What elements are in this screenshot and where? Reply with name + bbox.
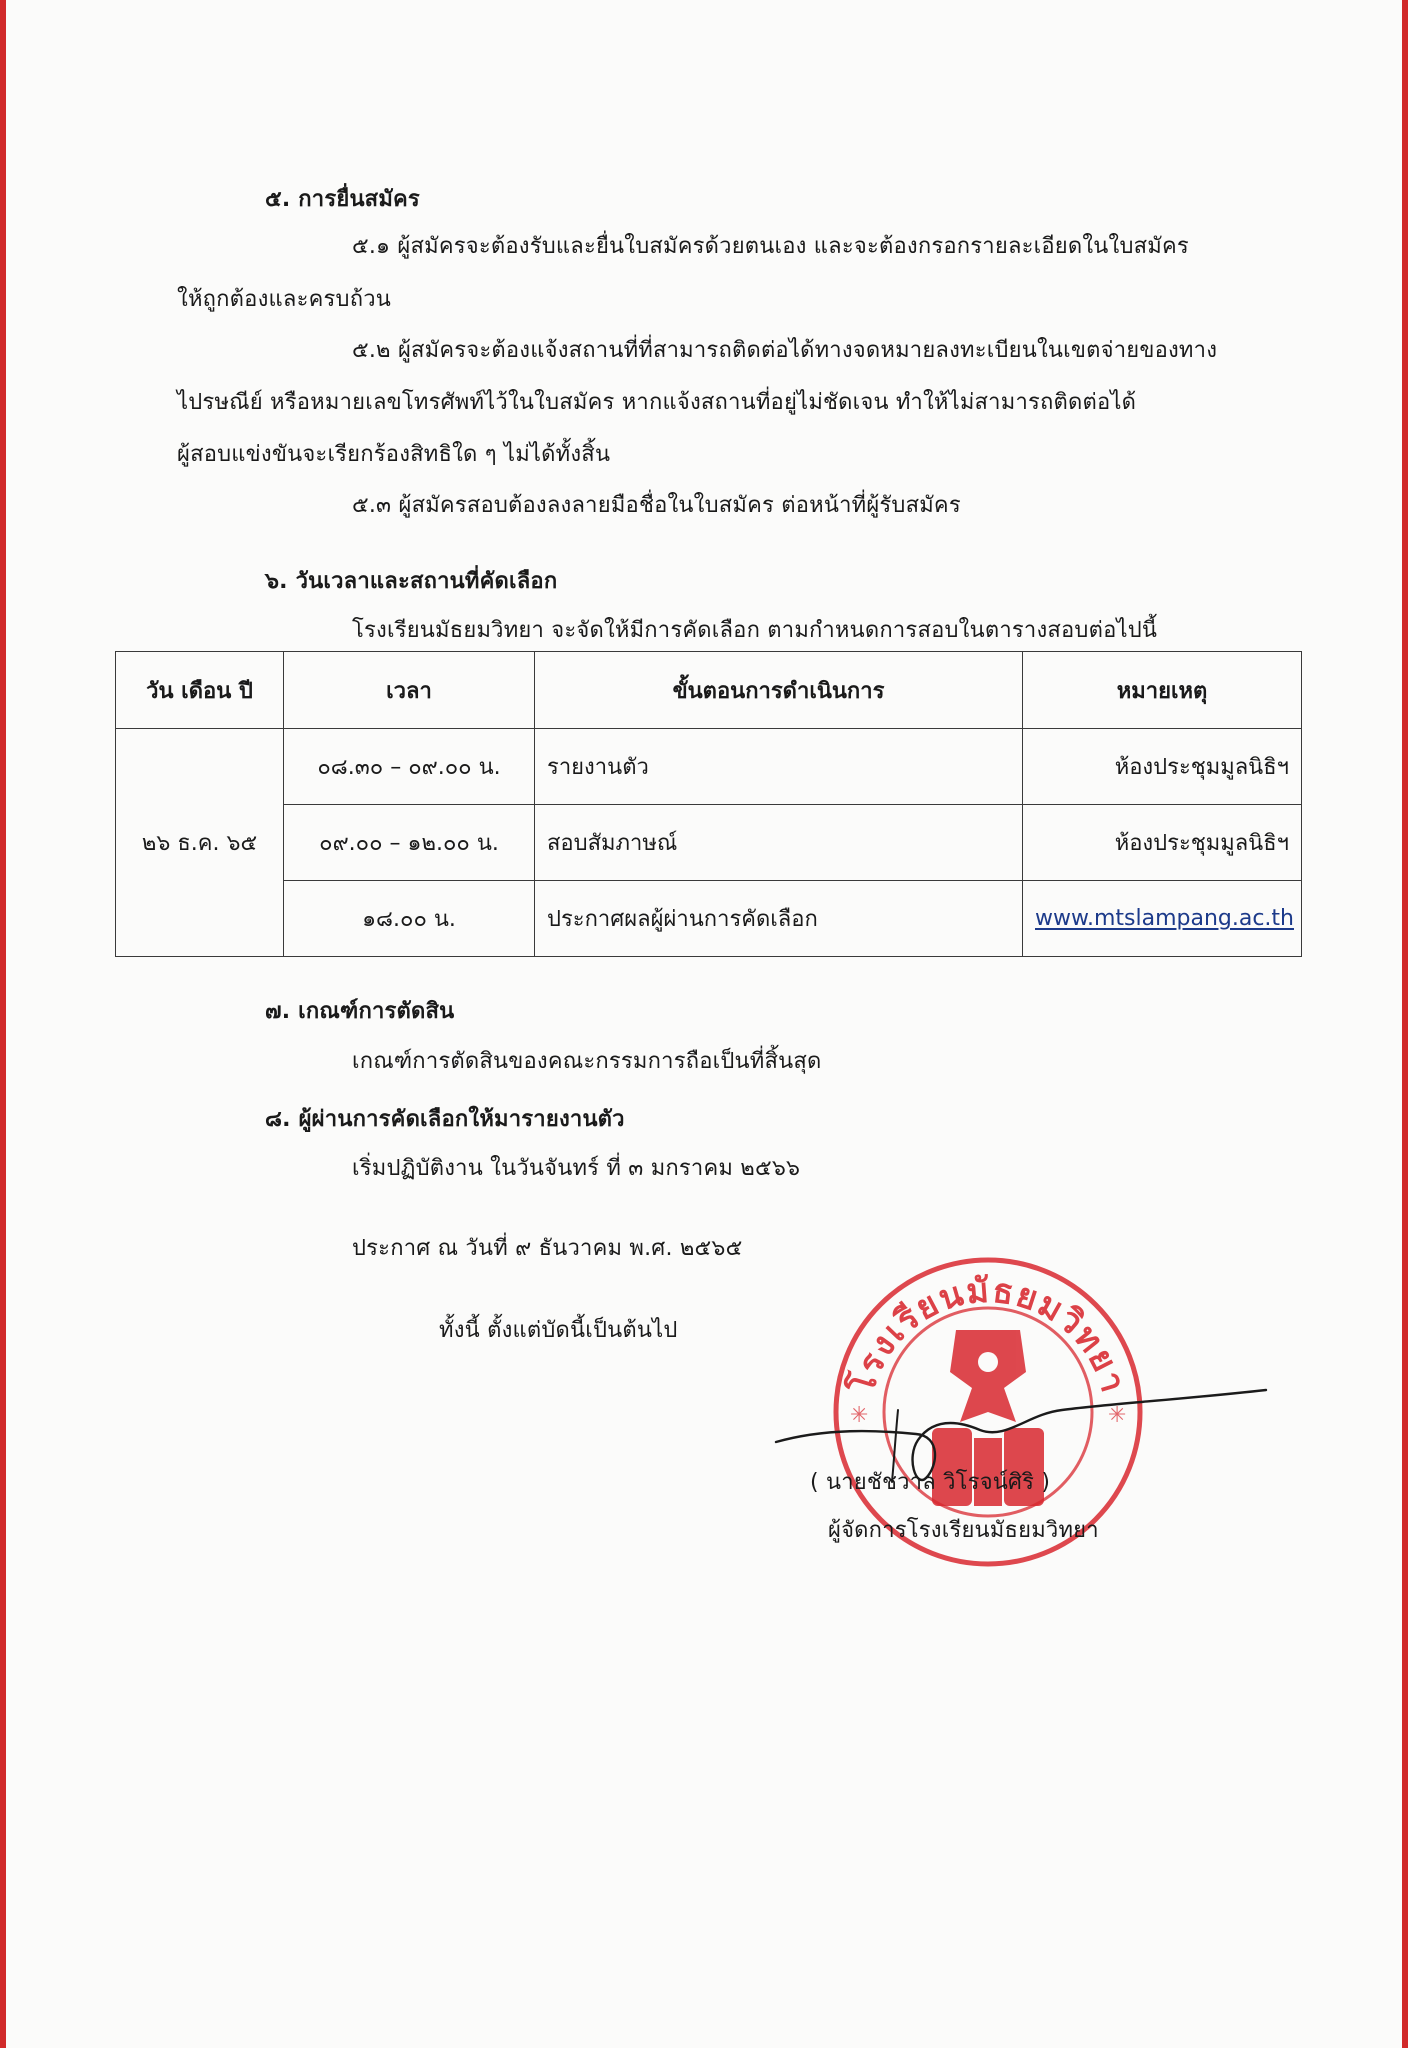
announcement-date: ประกาศ ณ วันที่ ๙ ธันวาคม พ.ศ. ๒๕๖๕	[352, 1236, 743, 1261]
row-time: ๑๘.๐๐ น.	[284, 881, 535, 957]
signer-name: ( นายชัชวาล วิโรจน์ศิริ )	[810, 1470, 1051, 1495]
section8-title: ๘. ผู้ผ่านการคัดเลือกให้มารายงานตัว	[265, 1107, 625, 1132]
effective-statement: ทั้งนี้ ตั้งแต่บัดนี้เป็นต้นไป	[439, 1318, 678, 1343]
row-step: สอบสัมภาษณ์	[535, 805, 1023, 881]
table-row	[116, 881, 1302, 957]
section5-p2-line3: ผู้สอบแข่งขันจะเรียกร้องสิทธิใด ๆ ไม่ได้ทั้งสิ้น	[177, 442, 611, 467]
section7-body: เกณฑ์การตัดสินของคณะกรรมการถือเป็นที่สิ้นสุด	[352, 1049, 822, 1074]
row-time: ๐๙.๐๐ – ๑๒.๐๐ น.	[284, 805, 535, 881]
table-row	[116, 805, 1302, 881]
table-row	[116, 729, 1302, 805]
signer-position: ผู้จัดการโรงเรียนมัธยมวิทยา	[828, 1518, 1099, 1543]
schedule-date: ๒๖ ธ.ค. ๖๕	[116, 729, 284, 957]
section8-body: เริ่มปฏิบัติงาน ในวันจันทร์ ที่ ๓ มกราคม ๒๕๖๖	[352, 1156, 801, 1181]
seal-text: โรงเรียนมัธยมวิทยา	[842, 1270, 1134, 1399]
header-step: ขั้นตอนการดำเนินการ	[535, 652, 1023, 729]
schedule-header-row	[116, 652, 1302, 729]
row-step: รายงานตัว	[535, 729, 1023, 805]
section5-p2-line1: ๕.๒ ผู้สมัครจะต้องแจ้งสถานที่ที่สามารถติดต่อได้ทางจดหมายลงทะเบียนในเขตจ่ายของทาง	[352, 338, 1218, 363]
row-note-cell	[1023, 881, 1302, 957]
header-note: หมายเหตุ	[1023, 652, 1302, 729]
schedule-table	[115, 651, 1302, 957]
header-date: วัน เดือน ปี	[116, 652, 284, 729]
section5-p1-line1: ๕.๑ ผู้สมัครจะต้องรับและยื่นใบสมัครด้วยตนเอง และจะต้องกรอกรายละเอียดในใบสมัคร	[352, 234, 1189, 259]
section7-title: ๗. เกณฑ์การตัดสิน	[265, 999, 455, 1024]
section6-intro: โรงเรียนมัธยมวิทยา จะจัดให้มีการคัดเลือก ตามกำหนดการสอบในตารางสอบต่อไปนี้	[352, 618, 1158, 643]
section5-title: ๕. การยื่นสมัคร	[265, 187, 420, 212]
website-link[interactable]: www.mtslampang.ac.th	[1035, 906, 1294, 931]
row-step: ประกาศผลผู้ผ่านการคัดเลือก	[535, 881, 1023, 957]
svg-text:✳: ✳	[1108, 1403, 1127, 1428]
section5-p3: ๕.๓ ผู้สมัครสอบต้องลงลายมือชื่อในใบสมัคร ต่อหน้าที่ผู้รับสมัคร	[352, 493, 961, 518]
section5-p1-line2: ให้ถูกต้องและครบถ้วน	[177, 287, 392, 312]
svg-text:✳: ✳	[850, 1403, 869, 1428]
row-time: ๐๘.๓๐ – ๐๙.๐๐ น.	[284, 729, 535, 805]
section6-title: ๖. วันเวลาและสถานที่คัดเลือก	[265, 569, 558, 594]
header-time: เวลา	[284, 652, 535, 729]
row-note: ห้องประชุมมูลนิธิฯ	[1023, 729, 1302, 805]
section5-p2-line2: ไปรษณีย์ หรือหมายเลขโทรศัพท์ไว้ในใบสมัคร หากแจ้งสถานที่อยู่ไม่ชัดเจน ทำให้ไม่สามารถติดต่อได้	[177, 390, 1137, 415]
row-note: ห้องประชุมมูลนิธิฯ	[1023, 805, 1302, 881]
